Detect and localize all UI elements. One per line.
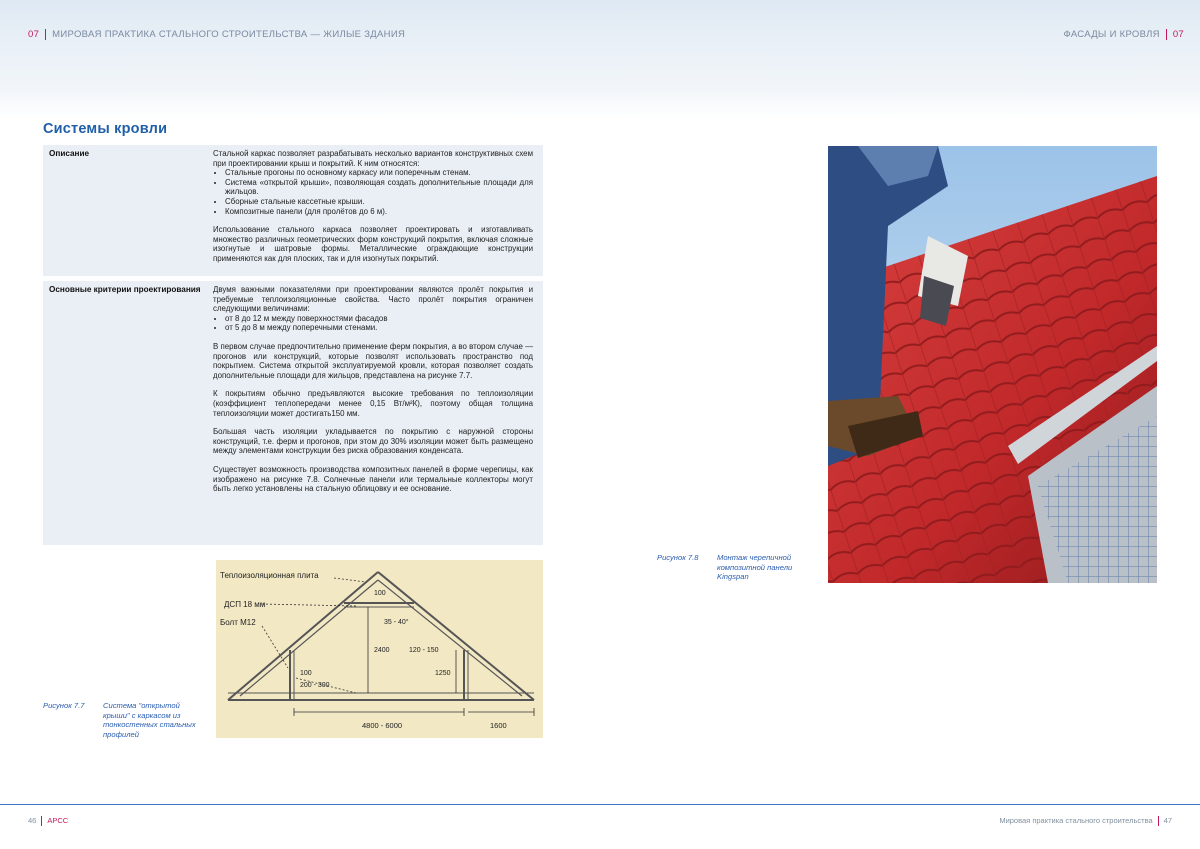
list-item: • от 5 до 8 м между поперечными стенами.	[225, 323, 533, 333]
label-1600: 1600	[490, 721, 507, 730]
list-item: • Сборные стальные кассетные крыши.	[225, 197, 533, 207]
label-insulation: Теплоизоляционная плита	[220, 571, 319, 580]
table-row-design-criteria	[43, 281, 543, 545]
header-title: МИРОВАЯ ПРАКТИКА СТАЛЬНОГО СТРОИТЕЛЬСТВА — ЖИЛЫЕ ЗДАНИЯ	[52, 29, 406, 41]
row-label: Описание	[49, 149, 90, 158]
header-left	[28, 29, 405, 40]
label-bolt: Болт М12	[220, 618, 256, 627]
row1-list	[213, 168, 533, 216]
caption-line: Kingspan	[717, 572, 749, 581]
figure-7-8-photo	[828, 146, 1157, 583]
header-page-number-right: 07	[1172, 29, 1184, 41]
table-row-description	[43, 145, 543, 276]
label-dsp: ДСП 18 мм	[224, 600, 266, 609]
figure-7-7-caption	[103, 701, 196, 739]
label-200-300: 200 - 300	[300, 682, 330, 689]
label-4800-6000: 4800 - 6000	[362, 721, 403, 730]
row1-intro: Стальной каркас позволяет разрабатывать несколько вариантов конструктивных схем при проектировании крыш и покрытий. К ним относятся:	[213, 149, 533, 168]
label-2400: 2400	[374, 647, 390, 654]
list-item: • Композитные панели (для пролётов до 6 м).	[225, 207, 533, 217]
row1-paragraph: Использование стального каркаса позволяет проектировать и изготавливать множество различных геометрических форм конструкций покрытия, включая сложные изогнутые и шатровые формы. Металлические ограждающие конструкции применяются как для плоских, так и для изогнутых покрытий.	[213, 225, 533, 263]
header-right	[1064, 29, 1184, 40]
row-body	[213, 149, 533, 264]
roof-photo-illustration	[828, 146, 1157, 583]
label-120-150: 120 - 150	[409, 647, 439, 654]
row2-paragraph-3: Большая часть изоляции укладывается по покрытию с наружной стороны конструкций, т.е. ферм и прогонов, при этом до 30% изоляции может быть размещено между элементами конструкции без риска образования конденсата.	[213, 427, 533, 456]
label-1250: 1250	[435, 670, 451, 677]
section-title: Системы кровли	[43, 121, 168, 137]
row-body	[213, 285, 533, 494]
footer-page-number-right: 47	[1163, 816, 1172, 825]
row2-list	[213, 314, 533, 333]
figure-7-7-number: Рисунок 7.7	[43, 701, 85, 710]
label-angle: 35 - 40°	[384, 619, 409, 626]
caption-line: Система "открытой	[103, 701, 180, 710]
caption-line: тонкостенных стальных	[103, 720, 196, 729]
label-100-top: 100	[374, 590, 386, 597]
caption-line: крыши" с каркасом из	[103, 710, 181, 720]
row2-intro: Двумя важными показателями при проектировании являются пролёт покрытия и требуемые теплоизоляционные свойства. Часто пролёт покрытия ограничен следующими величинами:	[213, 285, 533, 314]
caption-line: Монтаж черепичной	[717, 553, 792, 562]
row2-paragraph-4: Существует возможность производства композитных панелей в форме черепицы, как изображено на рисунке 7.8. Солнечные панели или термальные коллекторы могут быть легко установлены на стальную облицовку и ее основание.	[213, 464, 533, 494]
header-section: ФАСАДЫ И КРОВЛЯ	[1063, 29, 1160, 41]
footer-brand: APCC	[47, 816, 69, 825]
header-page-number: 07	[28, 29, 40, 41]
list-item: • Стальные прогоны по основному каркасу или поперечным стенам.	[225, 168, 533, 178]
row-label: Основные критерии проектирования	[49, 285, 201, 294]
row2-paragraph-2: К покрытиям обычно предъявляются высокие требования по теплоизоляции (коэффициент теплопередачи менее 0,15 Вт/м²К), поэтому общая толщина теплоизоляции может достигать150 мм.	[213, 389, 533, 418]
caption-line: профилей	[103, 729, 139, 739]
label-100-mid: 100	[300, 670, 312, 677]
footer-divider	[0, 804, 1200, 805]
figure-7-7-diagram	[216, 560, 543, 738]
footer-right	[999, 816, 1172, 826]
list-item: • от 8 до 12 м между поверхностями фасадов	[225, 314, 533, 324]
footer-title: Мировая практика стального строительства	[999, 816, 1153, 825]
footer-page-number: 46	[28, 816, 37, 825]
truss-diagram-svg	[216, 560, 543, 738]
list-item: • Система «открытой крыши», позволяющая создать дополнительные площади для жильцов.	[225, 178, 533, 197]
row2-paragraph-1: В первом случае предпочтительно применение ферм покрытия, а во втором случае — прогонов или конструкций, которые позволят использовать пространство под покрытием. Система открытой эксплуатируемой кровли, которая позволяет создать дополнительные площади для жильцов, представлена на рисунке 7.7.	[213, 341, 533, 380]
figure-7-8-number: Рисунок 7.8	[657, 553, 699, 562]
figure-7-8-caption	[717, 553, 792, 582]
footer-left	[28, 816, 68, 826]
caption-line: композитной панели	[717, 562, 793, 572]
